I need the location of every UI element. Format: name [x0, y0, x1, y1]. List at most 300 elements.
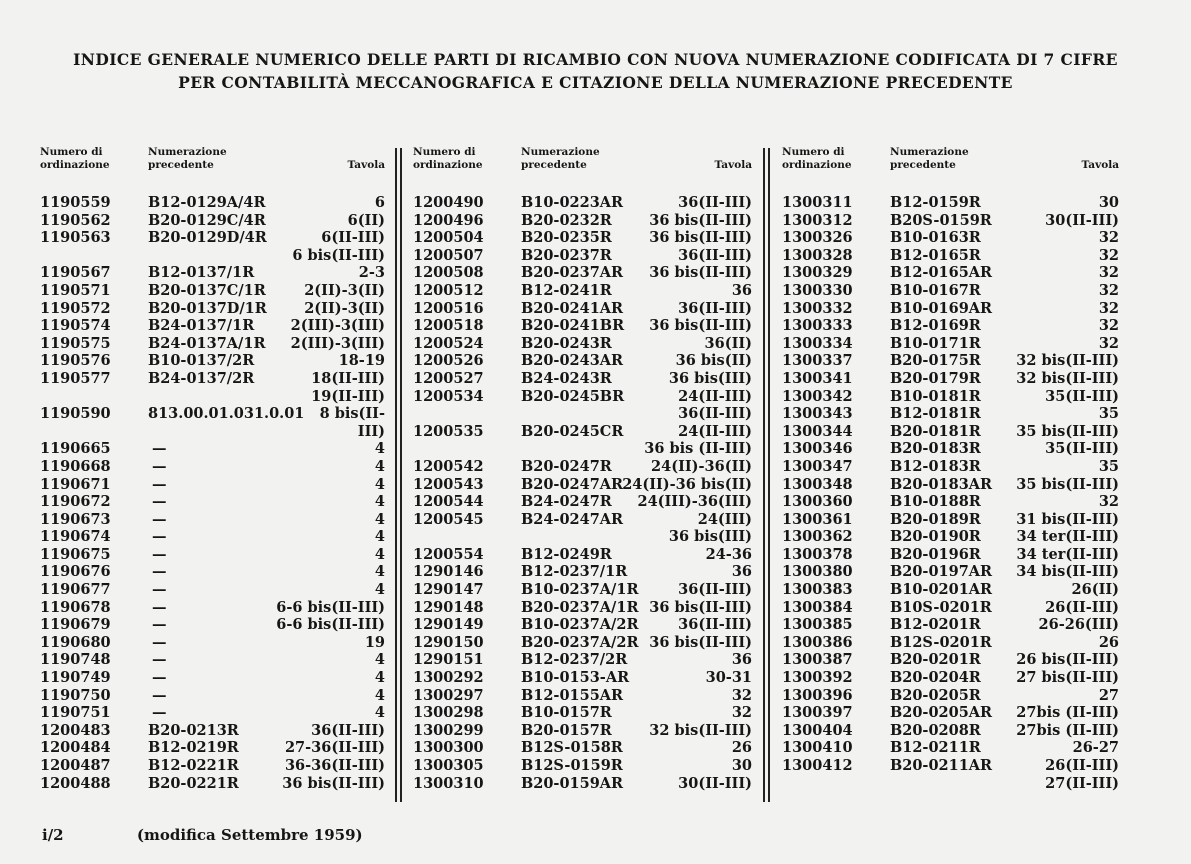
table-row: [413, 599, 752, 617]
table-row: [413, 229, 752, 247]
plate-reference: 32: [1098, 264, 1119, 282]
plate-reference: 18-19: [338, 352, 385, 370]
table-row: [413, 687, 752, 705]
plate-reference: 32 bis(II-III): [1016, 352, 1119, 370]
index-column-2: [413, 146, 752, 792]
table-row: [413, 282, 752, 300]
plate-reference: 30: [1098, 194, 1119, 211]
plate-reference: 4: [374, 510, 385, 528]
plate-reference: 26 bis(II-III): [1016, 651, 1119, 669]
plate-reference: III): [357, 422, 385, 440]
previous-number: B24-0243R: [521, 369, 612, 387]
previous-number: B20-0181R: [890, 422, 981, 440]
table-row: [40, 405, 385, 423]
previous-number: B24-0137A/1R: [148, 334, 266, 352]
index-column-1: [40, 146, 385, 792]
previous-number: B20-0235R: [521, 229, 612, 247]
order-number: 1300387: [782, 651, 853, 669]
column-header: [40, 146, 385, 196]
previous-number: B10-0163R: [890, 229, 981, 247]
header-numero: Numero di ordinazione: [782, 146, 852, 171]
order-number: 1200524: [413, 334, 484, 352]
table-row: [782, 247, 1119, 265]
plate-reference: 32: [1098, 281, 1119, 299]
order-number: 1190675: [40, 545, 111, 563]
plate-reference: 36 bis(II-III): [649, 264, 752, 282]
order-number: 1300410: [782, 739, 853, 757]
plate-reference: 34 ter(II-III): [1016, 528, 1119, 546]
previous-number: B20-0243AR: [521, 352, 624, 370]
previous-number: —: [152, 651, 167, 669]
order-number: 1190676: [40, 563, 111, 581]
previous-number: B20-0196R: [890, 545, 981, 563]
order-number: 1190671: [40, 475, 111, 493]
previous-number: B24-0137/1R: [148, 317, 255, 335]
order-number: 1200554: [413, 545, 484, 563]
plate-reference: 19(II-III): [311, 387, 385, 405]
table-row: [40, 704, 385, 722]
plate-reference: 34 ter(II-III): [1016, 545, 1119, 563]
table-row: [782, 493, 1119, 511]
order-number: 1290150: [413, 633, 484, 651]
plate-reference: 26(II-III): [1045, 757, 1119, 774]
previous-number: B20-0247R: [521, 457, 612, 475]
table-row: [413, 317, 752, 335]
order-number: 1300343: [782, 405, 853, 423]
previous-number: B20-0179R: [890, 369, 981, 387]
plate-reference: 2(II)-3(II): [304, 299, 385, 317]
plate-reference: 26(II): [1071, 581, 1119, 599]
previous-number: B10-0171R: [890, 334, 981, 352]
plate-reference: 35: [1098, 457, 1119, 475]
table-row: [413, 335, 752, 353]
order-number: 1300305: [413, 757, 484, 774]
table-row: [40, 757, 385, 775]
table-row: [40, 546, 385, 564]
table-row: [782, 335, 1119, 353]
plate-reference: 6-6 bis(II-III): [276, 598, 385, 616]
table-row: [413, 634, 752, 652]
order-number: 1200516: [413, 299, 484, 317]
previous-number: B20S-0159R: [890, 211, 992, 229]
table-row: [413, 511, 752, 529]
plate-reference: 35(II-III): [1045, 387, 1119, 405]
plate-reference: 4: [374, 651, 385, 669]
order-number: 1190571: [40, 281, 111, 299]
order-number: 1200504: [413, 229, 484, 247]
order-number: 1190577: [40, 369, 111, 387]
previous-number: B24-0247AR: [521, 510, 624, 528]
column-header: [413, 146, 752, 196]
previous-number: B20-0205R: [890, 686, 981, 704]
order-number: 1200535: [413, 422, 484, 440]
previous-number: B20-0137D/1R: [148, 299, 267, 317]
previous-number: B20-0157R: [521, 721, 612, 739]
order-number: 1300392: [782, 669, 853, 687]
table-row: [782, 687, 1119, 705]
previous-number: B12-0155AR: [521, 686, 624, 704]
previous-number: B20-0221R: [148, 774, 239, 792]
previous-number: B12-0237/1R: [521, 563, 628, 581]
previous-number: B12-0181R: [890, 405, 981, 423]
order-number: 1300337: [782, 352, 853, 370]
header-tavola: Tavola: [714, 159, 752, 171]
table-row: [782, 405, 1119, 423]
plate-reference: 4: [374, 528, 385, 546]
plate-reference: 4: [374, 457, 385, 475]
header-numero: Numero di ordinazione: [40, 146, 110, 171]
table-row: [40, 388, 385, 406]
plate-reference: 24(II-III): [678, 387, 752, 405]
order-number: 1200527: [413, 369, 484, 387]
index-column-3: [782, 146, 1119, 792]
plate-reference: 36: [731, 563, 752, 581]
previous-number: B20-0137C/1R: [148, 281, 266, 299]
index-rows: [782, 194, 1119, 792]
previous-number: 813.00.01.031.0.01: [148, 405, 305, 423]
previous-number: B10-0153-AR: [521, 669, 630, 687]
order-number: 1300311: [782, 194, 853, 211]
order-number: 1190672: [40, 493, 111, 511]
table-row: [413, 669, 752, 687]
plate-reference: 30(II-III): [1045, 211, 1119, 229]
order-number: 1200484: [40, 739, 111, 757]
table-row: [40, 458, 385, 476]
order-number: 1300292: [413, 669, 484, 687]
order-number: 1190678: [40, 598, 111, 616]
order-number: 1190559: [40, 194, 111, 211]
table-row: [40, 511, 385, 529]
previous-number: B20-0237A/2R: [521, 633, 639, 651]
plate-reference: 2(III)-3(III): [290, 317, 385, 335]
table-row: [40, 616, 385, 634]
previous-number: B20-0183R: [890, 440, 981, 458]
previous-number: B10-0201AR: [890, 581, 993, 599]
table-row: [40, 651, 385, 669]
table-row: [782, 212, 1119, 230]
table-row: [782, 651, 1119, 669]
previous-number: B20-0247AR: [521, 475, 624, 493]
table-row: [40, 317, 385, 335]
previous-number: B20-0189R: [890, 510, 981, 528]
table-row: [413, 264, 752, 282]
footer: [42, 826, 742, 844]
order-number: 1300404: [782, 721, 853, 739]
plate-reference: 2(II)-3(II): [304, 281, 385, 299]
plate-reference: 31 bis(II-III): [1016, 510, 1119, 528]
plate-reference: 24-36: [705, 545, 752, 563]
order-number: 1300329: [782, 264, 853, 282]
plate-reference: 27(II-III): [1045, 774, 1119, 792]
order-number: 1300298: [413, 704, 484, 722]
previous-number: B12-0221R: [148, 757, 239, 774]
table-row: [40, 264, 385, 282]
index-rows: [413, 194, 752, 792]
table-row: [40, 194, 385, 212]
plate-reference: 32: [1098, 246, 1119, 264]
plate-reference: 24(III)-36(III): [637, 493, 752, 511]
plate-reference: 6(II-III): [321, 229, 385, 247]
plate-reference: 35 bis(II-III): [1016, 475, 1119, 493]
previous-number: —: [152, 633, 167, 651]
previous-number: B20-0183AR: [890, 475, 993, 493]
table-row: [413, 247, 752, 265]
order-number: 1300328: [782, 246, 853, 264]
order-number: 1300330: [782, 281, 853, 299]
column-divider: [395, 148, 402, 802]
order-number: 1200512: [413, 281, 484, 299]
table-row: [40, 247, 385, 265]
table-row: [413, 405, 752, 423]
table-row: [782, 599, 1119, 617]
order-number: 1290147: [413, 581, 484, 599]
table-row: [413, 757, 752, 775]
order-number: 1190751: [40, 704, 111, 722]
plate-reference: 4: [374, 563, 385, 581]
table-row: [782, 300, 1119, 318]
table-row: [40, 739, 385, 757]
plate-reference: 2(III)-3(III): [290, 334, 385, 352]
previous-number: B20-0237A/1R: [521, 598, 639, 616]
table-row: [413, 563, 752, 581]
previous-number: —: [152, 475, 167, 493]
order-number: 1190750: [40, 686, 111, 704]
order-number: 1190590: [40, 405, 111, 423]
plate-reference: 4: [374, 704, 385, 722]
table-row: [413, 212, 752, 230]
title-line-2: PER CONTABILITÀ MECCANOGRAFICA E CITAZIONE DELLA NUMERAZIONE PRECEDENTE: [178, 73, 1013, 92]
plate-reference: 27 bis(II-III): [1016, 669, 1119, 687]
order-number: 1190668: [40, 457, 111, 475]
previous-number: B20-0175R: [890, 352, 981, 370]
plate-reference: 6(II): [347, 211, 385, 229]
previous-number: —: [152, 616, 167, 634]
table-row: [782, 264, 1119, 282]
table-row: [413, 722, 752, 740]
order-number: 1190677: [40, 581, 111, 599]
plate-reference: 26-26(III): [1038, 616, 1119, 634]
table-row: [413, 739, 752, 757]
table-row: [413, 493, 752, 511]
order-number: 1190674: [40, 528, 111, 546]
table-row: [40, 212, 385, 230]
order-number: 1190567: [40, 264, 111, 282]
table-row: [782, 563, 1119, 581]
previous-number: B20-0245BR: [521, 387, 625, 405]
plate-reference: 8 bis(II-: [319, 405, 385, 423]
previous-number: B12-0137/1R: [148, 264, 255, 282]
table-row: [40, 599, 385, 617]
table-row: [782, 669, 1119, 687]
order-number: 1300332: [782, 299, 853, 317]
table-row: [782, 423, 1119, 441]
previous-number: B10-0169AR: [890, 299, 993, 317]
plate-reference: 32: [731, 686, 752, 704]
order-number: 1300386: [782, 633, 853, 651]
table-row: [782, 194, 1119, 212]
table-row: [782, 440, 1119, 458]
previous-number: B10-0188R: [890, 493, 981, 511]
plate-reference: 36 bis(II-III): [649, 598, 752, 616]
order-number: 1190574: [40, 317, 111, 335]
plate-reference: 36 bis (II-III): [644, 440, 752, 458]
order-number: 1200542: [413, 457, 484, 475]
table-row: [413, 581, 752, 599]
plate-reference: 27bis (II-III): [1016, 704, 1119, 722]
previous-number: —: [152, 563, 167, 581]
order-number: 1300342: [782, 387, 853, 405]
order-number: 1200490: [413, 194, 484, 211]
table-row: [782, 370, 1119, 388]
previous-number: B20-0190R: [890, 528, 981, 546]
plate-reference: 27-36(II-III): [284, 739, 385, 757]
plate-reference: 2-3: [358, 264, 385, 282]
plate-reference: 35 bis(II-III): [1016, 422, 1119, 440]
order-number: 1190748: [40, 651, 111, 669]
order-number: 1190749: [40, 669, 111, 687]
plate-reference: 26-27: [1072, 739, 1119, 757]
order-number: 1200543: [413, 475, 484, 493]
plate-reference: 36(II): [704, 334, 752, 352]
table-row: [40, 423, 385, 441]
order-number: 1300312: [782, 211, 853, 229]
order-number: 1300299: [413, 721, 484, 739]
order-number: 1300396: [782, 686, 853, 704]
plate-reference: 36(II-III): [678, 299, 752, 317]
previous-number: —: [152, 510, 167, 528]
previous-number: B12-0169R: [890, 317, 981, 335]
previous-number: B12-0183R: [890, 457, 981, 475]
plate-reference: 30(II-III): [678, 774, 752, 792]
plate-reference: 36 bis(III): [668, 528, 752, 546]
order-number: 1200496: [413, 211, 484, 229]
order-number: 1290149: [413, 616, 484, 634]
order-number: 1190576: [40, 352, 111, 370]
table-row: [40, 352, 385, 370]
previous-number: —: [152, 493, 167, 511]
page-title: [0, 48, 1191, 94]
plate-reference: 6 bis(II-III): [292, 246, 385, 264]
previous-number: B12-0219R: [148, 739, 239, 757]
previous-number: B12-0241R: [521, 281, 612, 299]
plate-reference: 6-6 bis(II-III): [276, 616, 385, 634]
order-number: 1200544: [413, 493, 484, 511]
previous-number: B20-0237R: [521, 246, 612, 264]
table-row: [782, 546, 1119, 564]
previous-number: B12-0211R: [890, 739, 981, 757]
table-row: [782, 458, 1119, 476]
plate-reference: 4: [374, 669, 385, 687]
table-row: [782, 775, 1119, 793]
plate-reference: 32: [1098, 334, 1119, 352]
header-numerazione: Numerazione precedente: [890, 146, 969, 171]
table-row: [782, 528, 1119, 546]
table-row: [40, 370, 385, 388]
plate-reference: 4: [374, 686, 385, 704]
previous-number: B20-0245CR: [521, 422, 624, 440]
order-number: 1190679: [40, 616, 111, 634]
table-row: [782, 388, 1119, 406]
plate-reference: 26(II-III): [1045, 598, 1119, 616]
previous-number: B12S-0201R: [890, 633, 992, 651]
order-number: 1300378: [782, 545, 853, 563]
previous-number: B12-0159R: [890, 194, 981, 211]
plate-reference: 27bis (II-III): [1016, 721, 1119, 739]
order-number: 1290146: [413, 563, 484, 581]
previous-number: B10-0237A/2R: [521, 616, 639, 634]
table-row: [413, 476, 752, 494]
previous-number: B10-0223AR: [521, 194, 624, 211]
previous-number: B20-0205AR: [890, 704, 993, 722]
plate-reference: 4: [374, 493, 385, 511]
plate-reference: 4: [374, 475, 385, 493]
table-row: [782, 476, 1119, 494]
table-row: [413, 352, 752, 370]
previous-number: B20-0201R: [890, 651, 981, 669]
previous-number: B12-0165AR: [890, 264, 993, 282]
order-number: 1300397: [782, 704, 853, 722]
table-row: [413, 423, 752, 441]
order-number: 1190673: [40, 510, 111, 528]
plate-reference: 32: [1098, 317, 1119, 335]
previous-number: B10-0167R: [890, 281, 981, 299]
order-number: 1300326: [782, 229, 853, 247]
table-row: [40, 335, 385, 353]
plate-reference: 4: [374, 440, 385, 458]
plate-reference: 36 bis(II): [675, 352, 752, 370]
previous-number: B20-0129C/4R: [148, 211, 266, 229]
plate-reference: 24(III): [697, 510, 752, 528]
table-row: [40, 528, 385, 546]
table-row: [40, 687, 385, 705]
order-number: 1300362: [782, 528, 853, 546]
order-number: 1300384: [782, 598, 853, 616]
previous-number: B24-0137/2R: [148, 369, 255, 387]
previous-number: B20-0159AR: [521, 774, 624, 792]
order-number: 1190563: [40, 229, 111, 247]
order-number: 1300333: [782, 317, 853, 335]
table-row: [782, 229, 1119, 247]
order-number: 1300300: [413, 739, 484, 757]
table-row: [413, 616, 752, 634]
plate-reference: 36(II-III): [678, 246, 752, 264]
previous-number: B10-0181R: [890, 387, 981, 405]
plate-reference: 4: [374, 545, 385, 563]
order-number: 1200508: [413, 264, 484, 282]
order-number: 1300412: [782, 757, 853, 774]
page-number: i/2: [42, 826, 64, 844]
header-numero: Numero di ordinazione: [413, 146, 483, 171]
table-row: [40, 581, 385, 599]
previous-number: B20-0213R: [148, 721, 239, 739]
previous-number: B20-0237AR: [521, 264, 624, 282]
header-numerazione: Numerazione precedente: [521, 146, 600, 171]
plate-reference: 36 bis(II-III): [282, 774, 385, 792]
order-number: 1190665: [40, 440, 111, 458]
table-row: [40, 775, 385, 793]
order-number: 1200526: [413, 352, 484, 370]
order-number: 1300360: [782, 493, 853, 511]
plate-reference: 36-36(II-III): [284, 757, 385, 774]
table-row: [40, 669, 385, 687]
table-row: [40, 722, 385, 740]
plate-reference: 34 bis(II-III): [1016, 563, 1119, 581]
previous-number: B10-0157R: [521, 704, 612, 722]
previous-number: B20-0208R: [890, 721, 981, 739]
table-row: [40, 282, 385, 300]
previous-number: —: [152, 669, 167, 687]
table-row: [40, 229, 385, 247]
